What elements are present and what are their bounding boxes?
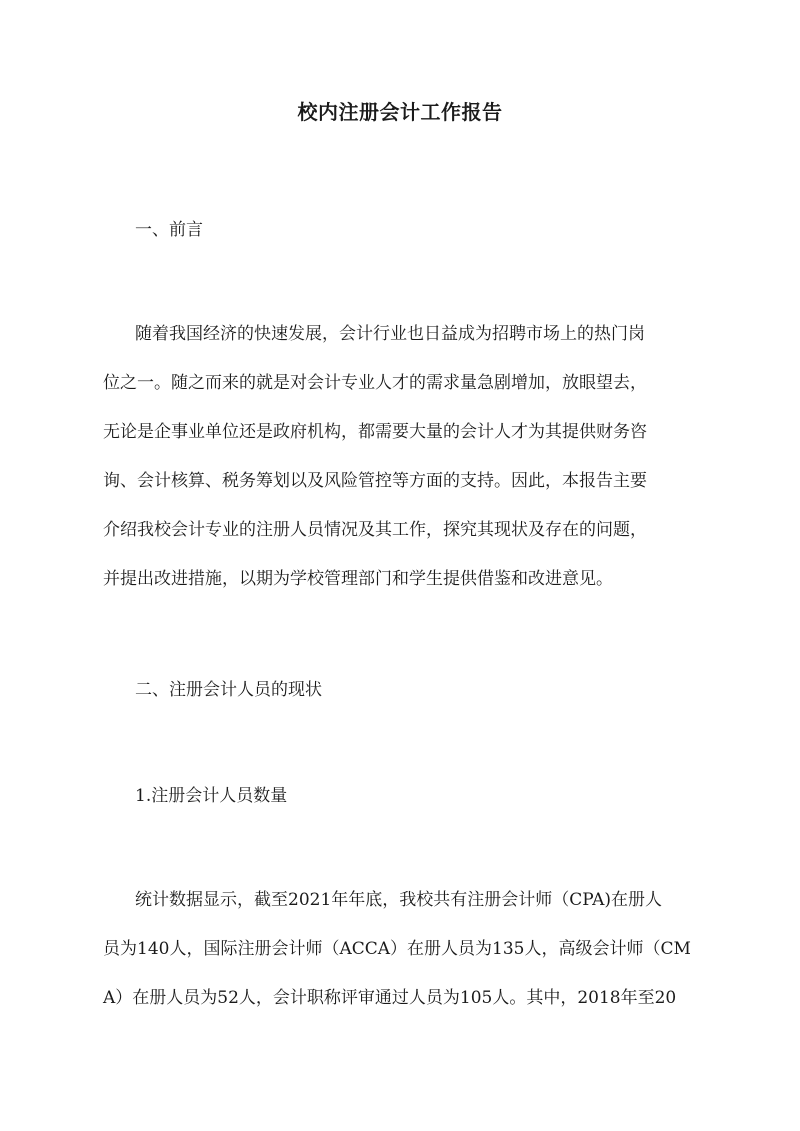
paragraph-line: 介绍我校会计专业的注册人员情况及其工作，探究其现状及存在的问题， — [103, 520, 647, 540]
section-heading-preface: 一、前言 — [135, 220, 203, 240]
paragraph-line: 员为140人，国际注册会计师（ACCA）在册人员为135人，高级会计师（CM — [103, 939, 691, 959]
document-title: 校内注册会计工作报告 — [297, 100, 503, 124]
paragraph-line: 位之一。随之而来的就是对会计专业人才的需求量急剧增加，放眼望去， — [103, 373, 647, 393]
paragraph-line: A）在册人员为52人，会计职称评审通过人员为105人。其中，2018年至20 — [103, 988, 677, 1008]
section-heading-status: 二、注册会计人员的现状 — [135, 680, 322, 700]
paragraph-line: 统计数据显示，截至2021年年底，我校共有注册会计师（CPA)在册人 — [135, 890, 663, 910]
paragraph-line: 并提出改进措施，以期为学校管理部门和学生提供借鉴和改进意见。 — [103, 569, 613, 589]
paragraph-line: 询、会计核算、税务筹划以及风险管控等方面的支持。因此，本报告主要 — [103, 471, 647, 491]
paragraph-line: 无论是企事业单位还是政府机构，都需要大量的会计人才为其提供财务咨 — [103, 422, 647, 442]
paragraph-line: 随着我国经济的快速发展，会计行业也日益成为招聘市场上的热门岗 — [135, 324, 645, 344]
subsection-heading-count: 1.注册会计人员数量 — [135, 786, 288, 806]
